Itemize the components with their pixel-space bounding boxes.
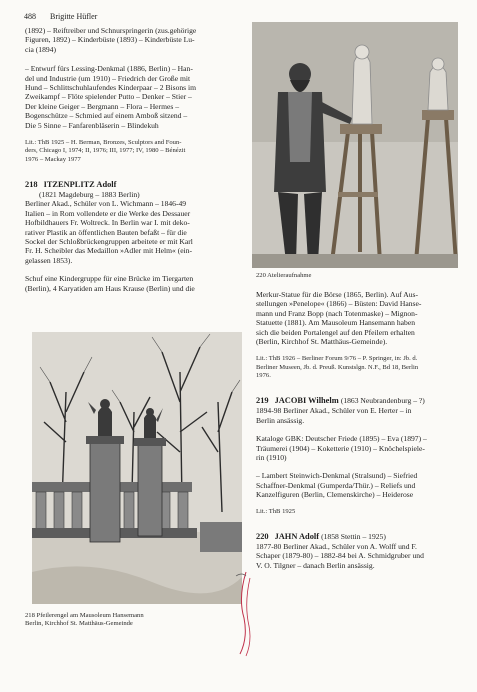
artist-dates: (1858 Stettin – 1925) (321, 531, 386, 541)
continuation-line: Statuette (1881). Am Mausoleum Hansemann haben (256, 318, 416, 328)
continuation-line: stellungen »Penelope« (1866) – Büsten: David Hanse- (256, 299, 422, 309)
artist-name: ITZENPLITZ Adolf (43, 179, 117, 189)
running-header (24, 6, 97, 24)
caption-line: 218 Pfeilerengel am Mausoleum Hansemann (25, 612, 144, 619)
works-list-line: Der kleine Geiger – Bergmann – Flora – Hermes – (25, 101, 180, 111)
works-list-line: Zweikampf – Flöte spielender Putto – Denker – Stier – (25, 92, 192, 102)
continuation-line: (Berlin, Kirchhof St. Matthäus-Gemeinde). (256, 337, 388, 347)
bio-line: (1821 Magdeburg – 1883 Berlin) (39, 189, 140, 199)
works-line: Schuf eine Kindergruppe für eine Brücke im Tiergarten (25, 274, 194, 284)
figure-220-caption (256, 272, 311, 280)
entry-number: 218 (25, 179, 38, 189)
works-line: (Berlin), 4 Karyatiden am Haus Krause (Berlin) und die (25, 283, 195, 293)
continuation-line: mann und Franz Bopp (nach Totenmaske) – Mignon- (256, 308, 418, 318)
works-list-line: – Entwurf fürs Lessing-Denkmal (1886, Berlin) – Han- (25, 64, 193, 74)
works-list-line: Die 5 Sinne – Fanfarenbläserin – Blindekuh (25, 120, 159, 130)
works-line: Träumerei (1904) – Koketterie (1910) – Knöchelspiele- (256, 443, 425, 453)
bio-line: Berlin ansässig. (256, 415, 305, 425)
entry-218-heading (25, 180, 247, 190)
bio-line: Fr. H. Scheibler das Medaillon »Adler mit Helm« (ein- (25, 246, 193, 256)
continuation-line: sich die beiden Portalengel auf den Pfeilern erhalten (256, 327, 415, 337)
entry-220-heading (256, 532, 468, 542)
bio-line: V. O. Tilgner – danach Berlin ansässig. (256, 560, 375, 570)
literature-line: ders, Chicago I, 1974; II, 1976; III, 1977; IV, 1980 – Bénézit (25, 147, 186, 155)
artist-name: JACOBI Wilhelm (274, 396, 339, 406)
works-line: – Lambert Steinwich-Denkmal (Stralsund) – Siefried (256, 471, 418, 481)
bio-line: 1894-98 Berliner Akad., Schüler von E. Herter – in (256, 406, 412, 416)
figure-220-photo (252, 22, 458, 268)
bio-line: rativer Plastik an öffentlichen Bauten befaßt – für die (25, 227, 187, 237)
studio-photo-illustration (252, 22, 458, 268)
works-line: Schaffner-Denkmal (Gumperda/Thür.) – Reliefs und (256, 480, 416, 490)
left-column-top (25, 26, 247, 293)
artist-name: JAHN Adolf (274, 531, 320, 541)
page-number: 488 (24, 12, 36, 21)
works-line: rin (1910) (256, 452, 287, 462)
bio-line: Berliner Akad., Schüler von L. Wichmann – 1846-49 (25, 199, 187, 209)
literature-line: Berliner Museen, Jb. d. Preuß. Kunstslgn. N.F., Bd 18, Berlin (256, 363, 419, 371)
bio-line: Hofbildhauers Fr. Woltreck. In Berlin war I. mit deko- (25, 218, 190, 228)
bio-line: Sockel der Schloßbrückengruppen arbeitete er mit Karl (25, 236, 193, 246)
bio-line: Italien – in Rom vollendete er die Werke des Dessauer (25, 208, 191, 218)
entry-219-heading (256, 396, 468, 406)
works-list-line: del und Industrie (um 1910) – Friedrich der Große mit (25, 73, 191, 83)
pillar-angel-illustration (32, 332, 242, 604)
bio-line: 1877-80 Berliner Akad., Schüler von A. Wolff und F. (256, 541, 417, 551)
entry-number: 220 (256, 531, 269, 541)
literature-line: Lit.: ThB 1926 – Berliner Forum 9/76 – P. Springer, in: Jb. d. (256, 355, 418, 363)
works-intro-line: Figuren, 1892) – Kinderbüste (1893) – Kinderbüste Lu- (25, 35, 195, 45)
bio-line: gelassen 1853). (25, 255, 73, 265)
artist-dates: (1863 Neubrandenburg – ?) (340, 396, 425, 406)
literature-line: Lit.: ThB 1925 (256, 507, 296, 515)
continuation-line: Merkur-Statue für die Börse (1865, Berlin). Auf Aus- (256, 290, 419, 299)
literature-line: 1976 – Mackay 1977 (25, 155, 81, 163)
works-list-line: Bogenschütze – Schmied auf einem Amboß sitzend – (25, 111, 188, 121)
works-line: Kataloge GBK: Deutscher Friede (1895) – Eva (1897) – (256, 434, 427, 444)
bio-line: Schaper (1879-80) – 1882-84 bei A. Schmidgruber und (256, 551, 424, 561)
works-intro-line: (1892) – Reiftreiber und Schnurspringerin (zus.gehörige (25, 26, 197, 35)
caption-line: 220 Atelieraufnahme (256, 272, 312, 279)
works-list-line: Hund – Schlittschuhlaufendes Kinderpaar – 2 Bisons im (25, 83, 197, 93)
literature-line: Lit.: ThB 1925 – H. Berman, Bronzes, Sculptors and Foun- (25, 139, 182, 147)
figure-218-photo (32, 332, 242, 604)
right-column (256, 290, 468, 570)
figure-218-caption (25, 612, 247, 628)
caption-line: Berlin, Kirchhof St. Matthäus-Gemeinde (25, 620, 133, 627)
running-title: Brigitte Hüfler (50, 12, 98, 21)
pen-mark-icon (232, 568, 254, 658)
literature-line: 1976. (256, 372, 271, 380)
entry-number: 219 (256, 396, 269, 406)
works-intro-line: cia (1894) (25, 44, 56, 54)
works-line: Kanzelfiguren (Berlin, Clemenskirche) – Heiderose (256, 490, 414, 500)
